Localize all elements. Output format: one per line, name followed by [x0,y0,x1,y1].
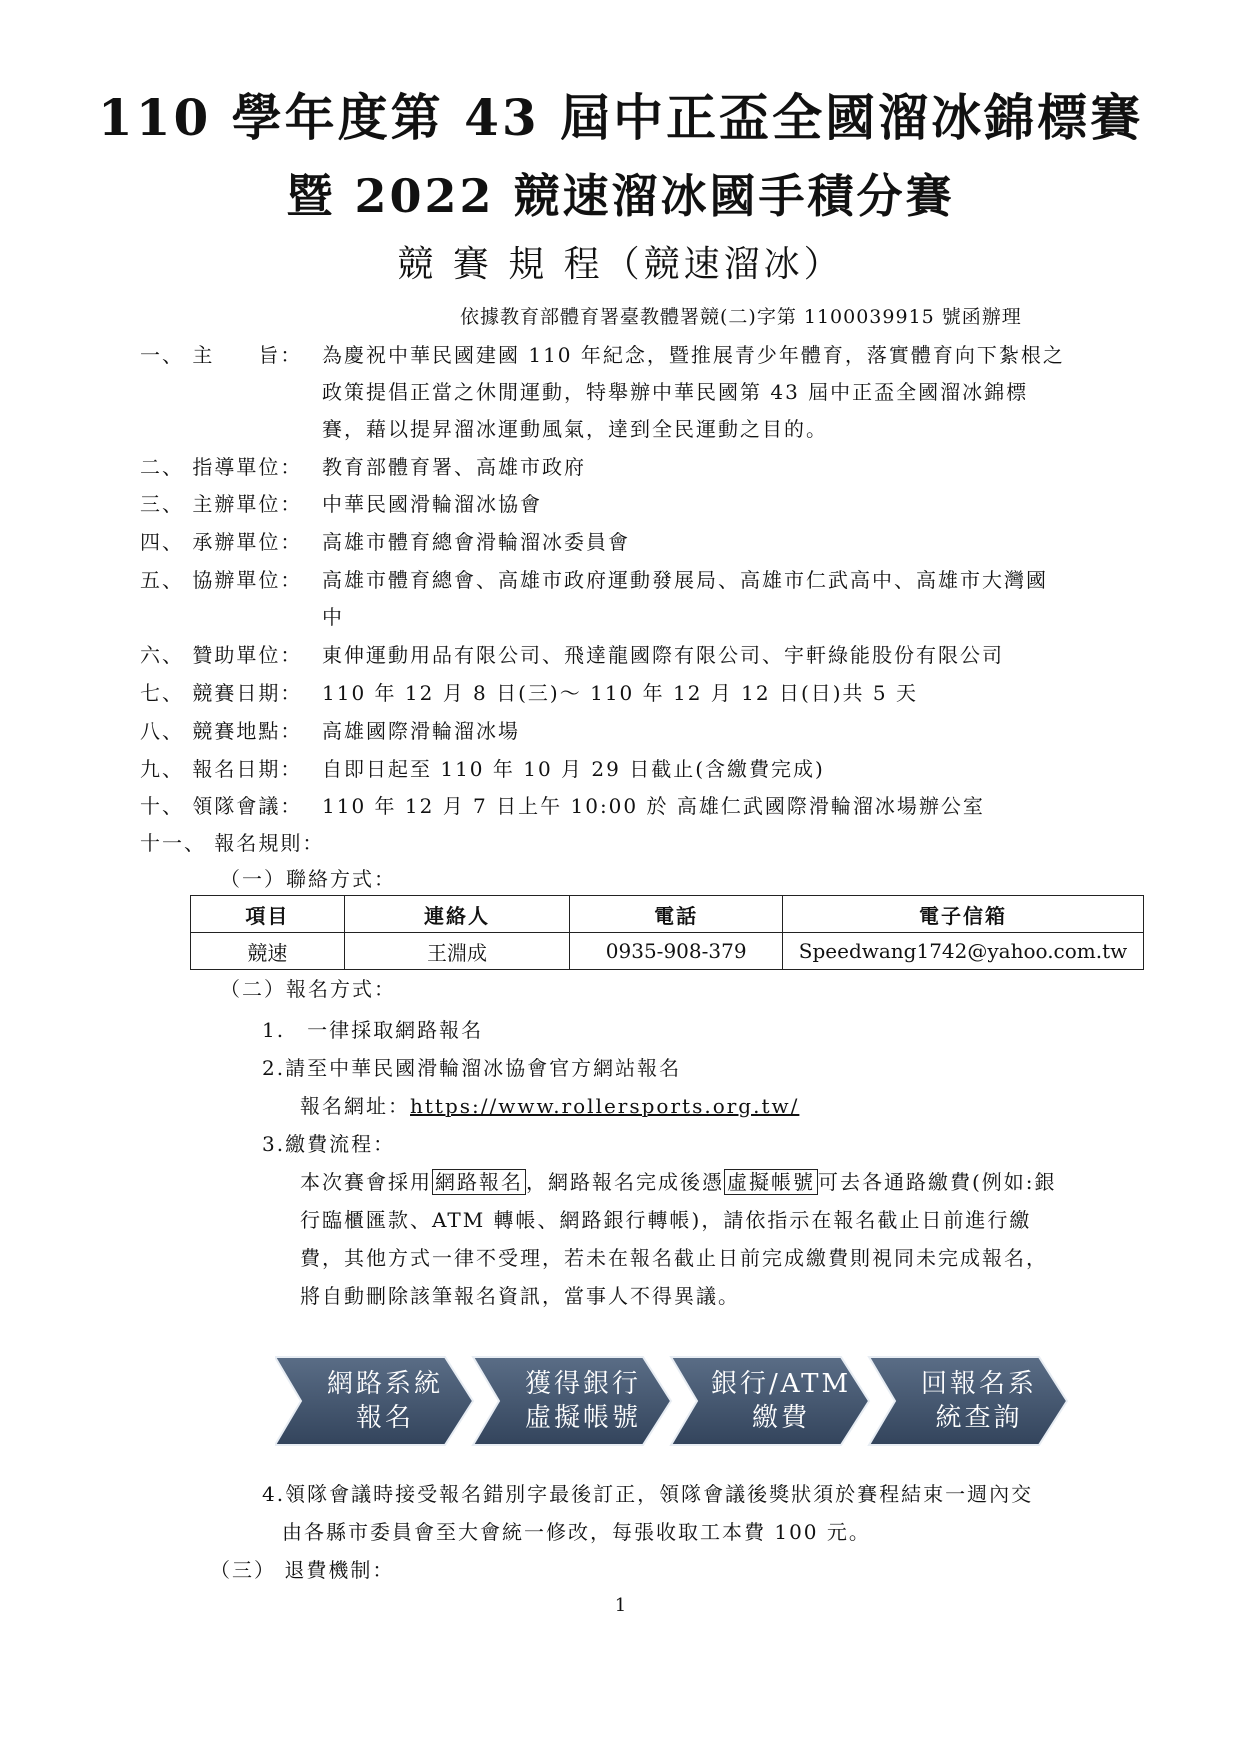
section-10-text: 110 年 12 月 7 日上午 10:00 於 高雄仁武國際滑輪溜冰場辦公室 [322,794,985,818]
flow-step-3 [711,1367,851,1435]
page-subtitle: 暨 2022 競速溜冰國手積分賽 [286,169,955,223]
registration-item-1: 1. 一律採取網路報名 [262,1018,484,1042]
cell-email: Speedwang1742@yahoo.com.tw [783,933,1144,970]
flow-step-1-line2: 報名 [355,1403,414,1433]
section-1-label: 一、 主 旨： [140,343,303,367]
flow-step-4-line2: 統查詢 [935,1403,1023,1433]
header-contact-person: 連絡人 [344,896,570,933]
section-2-label: 二、 指導單位： [140,455,303,479]
section-2-text: 教育部體育署、高雄市政府 [322,455,586,479]
section-5-text-line1: 高雄市體育總會、高雄市政府運動發展局、高雄市仁武高中、高雄市大灣國 [322,568,1048,592]
payment-paragraph-line2: 行臨櫃匯款、ATM 轉帳、網路銀行轉帳)，請依指示在報名截止日前進行繳 [300,1208,1032,1232]
section-8-text: 高雄國際滑輪溜冰場 [322,719,520,743]
flow-step-1-line1: 網路系統 [326,1369,443,1399]
registration-url-label: 報名網址： [300,1094,410,1118]
refund-heading: （三） 退費機制： [210,1558,395,1582]
flow-step-4-line1: 回報名系 [920,1369,1037,1399]
registration-item-4-line1: 4.領隊會議時接受報名錯別字最後訂正，領隊會議後獎狀須於賽程結束一週內交 [262,1482,1034,1506]
payment-text-a: 本次賽會採用 [300,1170,432,1194]
registration-item-4-line2: 由各縣市委員會至大會統一修改，每張收取工本費 100 元。 [282,1520,871,1544]
section-1-text-line2: 政策提倡正當之休閒運動，特舉辦中華民國第 43 屆中正盃全國溜冰錦標 [322,380,1029,404]
flow-step-1 [315,1367,455,1435]
registration-url-link[interactable]: https://www.rollersports.org.tw/ [410,1094,800,1118]
section-7-text: 110 年 12 月 8 日(三)～ 110 年 12 月 12 日(日)共 5 天 [322,681,919,705]
flow-step-2-line2: 虛擬帳號 [524,1403,641,1433]
flow-step-3-line2: 繳費 [751,1403,810,1433]
section-8-label: 八、 競賽地點： [140,719,303,743]
regulation-heading: 競 賽 規 程（競速溜冰） [397,244,844,285]
payment-paragraph-line3: 費，其他方式一律不受理，若未在報名截止日前完成繳費則視同未完成報名， [300,1246,1048,1270]
cell-phone: 0935-908-379 [570,933,783,970]
header-phone: 電話 [570,896,783,933]
section-10-label: 十、 領隊會議： [140,794,303,818]
section-4-text: 高雄市體育總會滑輪溜冰委員會 [322,530,630,554]
payment-text-c: 可去各通路繳費(例如:銀 [818,1170,1057,1194]
header-item: 項目 [191,896,345,933]
section-9-label: 九、 報名日期： [140,757,303,781]
flow-step-2 [513,1367,653,1435]
section-6-label: 六、 贊助單位： [140,643,303,667]
payment-flow-diagram [275,1355,1095,1447]
flow-step-2-line1: 獲得銀行 [524,1369,641,1399]
section-5-label: 五、 協辦單位： [140,568,303,592]
contact-heading: （一）聯絡方式： [220,867,396,891]
authorization-basis: 依據教育部體育署臺教體署競(二)字第 1100039915 號函辦理 [460,306,1022,328]
section-3-text: 中華民國滑輪溜冰協會 [322,492,542,516]
section-11-label: 十一、 報名規則： [140,831,325,855]
cell-contact-person: 王淵成 [344,933,570,970]
section-7-label: 七、 競賽日期： [140,681,303,705]
registration-url-line [300,1090,799,1119]
section-3-label: 三、 主辦單位： [140,492,303,516]
boxed-virtual-account: 虛擬帳號 [724,1169,818,1195]
section-1-text-line3: 賽，藉以提昇溜冰運動風氣，達到全民運動之目的。 [322,417,828,441]
contact-table-header-row [191,896,1144,933]
section-4-label: 四、 承辦單位： [140,530,303,554]
flow-step-3-line1: 銀行/ATM [711,1369,852,1399]
payment-paragraph-line4: 將自動刪除該筆報名資訊，當事人不得異議。 [300,1284,740,1308]
flow-step-4 [909,1367,1049,1435]
header-email: 電子信箱 [783,896,1144,933]
registration-item-3: 3.繳費流程： [262,1132,396,1156]
table-row [191,933,1144,970]
section-5-text-line2: 中 [322,605,344,629]
registration-item-2: 2.請至中華民國滑輪溜冰協會官方網站報名 [262,1056,682,1080]
boxed-online-registration: 網路報名 [432,1169,526,1195]
cell-item: 競速 [191,933,345,970]
contact-table [190,895,1144,970]
page-title: 110 學年度第 43 屆中正盃全國溜冰錦標賽 [97,88,1144,147]
page-number: 1 [614,1595,627,1616]
section-9-text: 自即日起至 110 年 10 月 29 日截止(含繳費完成) [322,757,825,781]
registration-heading: （二）報名方式： [220,977,396,1001]
payment-text-b: ，網路報名完成後憑 [526,1170,724,1194]
section-6-text: 東伸運動用品有限公司、飛達龍國際有限公司、宇軒綠能股份有限公司 [322,643,1004,667]
payment-paragraph-line1 [300,1166,1057,1195]
section-1-text-line1: 為慶祝中華民國建國 110 年紀念，暨推展青少年體育，落實體育向下紮根之 [322,343,1065,367]
